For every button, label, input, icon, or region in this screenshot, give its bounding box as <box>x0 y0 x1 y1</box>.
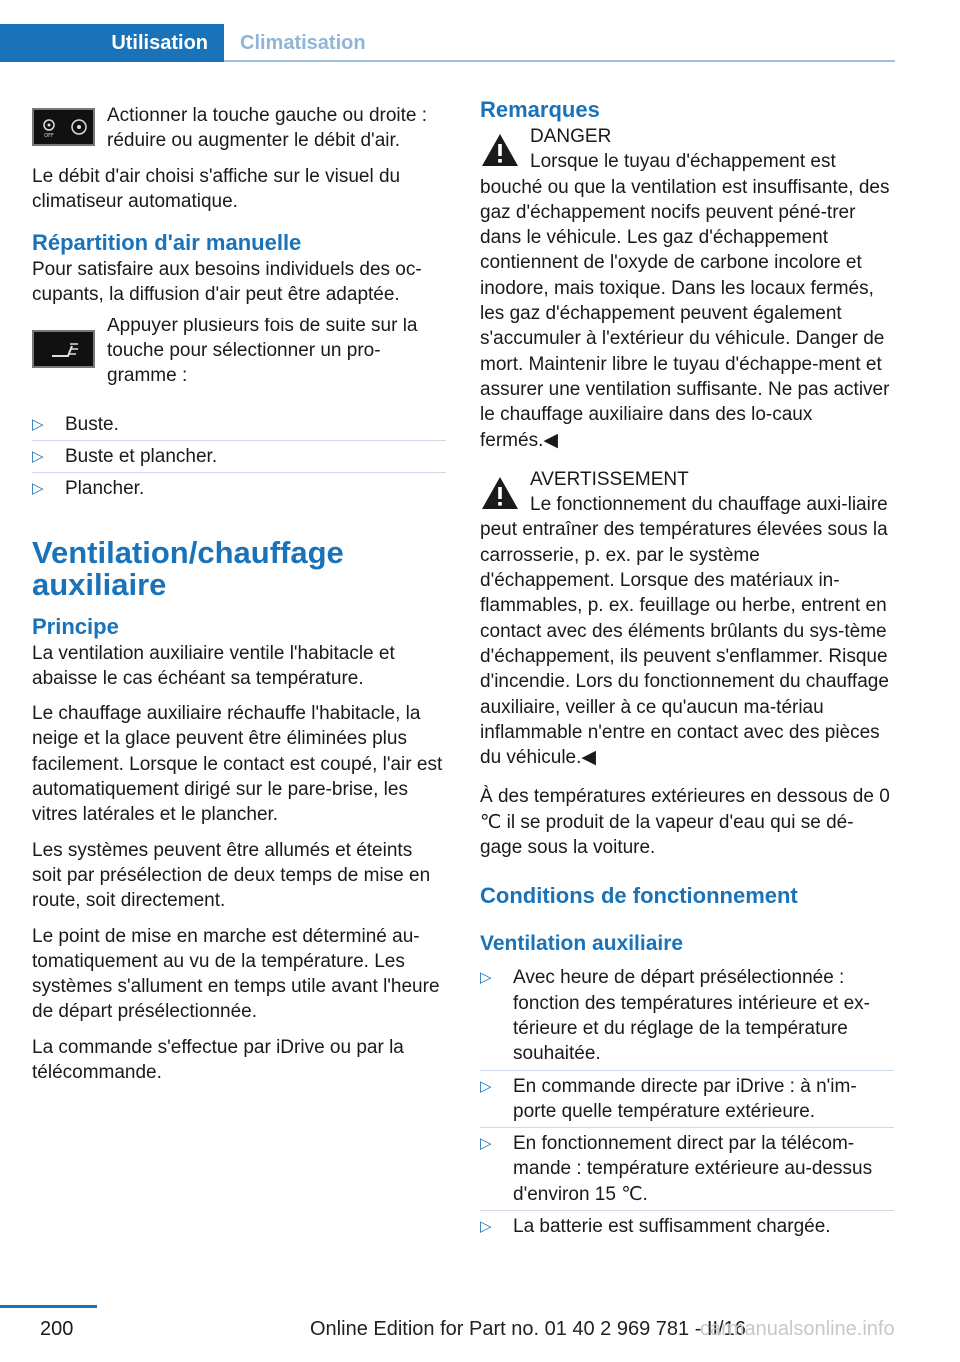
fan-key-icon <box>32 108 95 146</box>
header-rule <box>224 60 895 62</box>
conditions-list <box>480 962 894 1242</box>
principle-paragraph: La commande s'effectue par iDrive ou par la télécommande. <box>32 1036 404 1084</box>
principle-paragraph: Le point de mise en marche est déterminé au-tomatiquement au vu de la température. Les systèmes s'allument en temps utile avant l'heure de départ présélectionnée. <box>32 925 440 1023</box>
principle-paragraph: Les systèmes peuvent être allumés et éteints soit par présélection de deux temps de mise en route, soit directement. <box>32 839 431 912</box>
fan-high-icon <box>69 117 89 137</box>
svg-text:OFF: OFF <box>44 133 55 138</box>
triangle-bullet-icon: ▷ <box>32 480 44 498</box>
list-item: ▷ Buste. <box>32 409 446 441</box>
watermark: carmanualsonline.info <box>700 1318 895 1340</box>
tab-utilisation[interactable]: Utilisation <box>0 24 224 62</box>
triangle-bullet-icon: ▷ <box>32 447 44 465</box>
triangle-bullet-icon: ▷ <box>480 1077 492 1095</box>
program-list <box>32 409 446 505</box>
principle-title: Principe <box>32 613 119 639</box>
triangle-bullet-icon: ▷ <box>480 969 492 987</box>
warning-text: Le fonctionnement du chauffage auxi-liaire peut entraîner des températures élevées sous la carrosserie, p. ex. par le système d'échappement. Lorsque des matériaux in-flammables, p. ex. feuillage ou herbe, entrent en contact avec des éléments brûlants du sys-tème d'échappement, ils peuvent s'enflammer. Risque d'incendie. Lors du fonctionnement du chauffage auxiliaire, veiller à ce qu'aucun ma-tériau inflammable n'entre en contact avec des pièces du véhicule.◀ <box>480 494 889 769</box>
vapor-text: À des températures extérieures en dessous de 0 ℃ il se produit de la vapeur d'eau qui se dé-gage sous la voiture. <box>480 786 890 859</box>
list-item: ▷ En commande directe par iDrive : à n'im-porte quelle température extérieure. <box>480 1071 894 1129</box>
triangle-bullet-icon: ▷ <box>32 415 44 433</box>
tab-climatisation[interactable]: Climatisation <box>240 32 366 54</box>
danger-block <box>480 124 894 453</box>
page-number: 200 <box>40 1318 74 1340</box>
list-item: ▷ Avec heure de départ présélectionnée : fonction des températures intérieure et ex-térieure et du réglage de la température souhaitée. <box>480 962 894 1070</box>
fan-key-text: Actionner la touche gauche ou droite : réduire ou augmenter le débit d'air. <box>107 105 428 152</box>
display-text: Le débit d'air choisi s'affiche sur le visuel du climatiseur automatique. <box>32 165 401 212</box>
main-title: Ventilation/chauffage auxiliaire <box>32 534 344 602</box>
press-text: Appuyer plusieurs fois de suite sur la touche pour sélectionner un pro-gramme : <box>107 317 418 387</box>
warning-block <box>480 467 894 771</box>
danger-label: DANGER <box>530 126 612 147</box>
triangle-bullet-icon: ▷ <box>480 1135 492 1153</box>
edition-text: Online Edition for Part no. 01 40 2 969 781 - II/16 <box>310 1318 746 1340</box>
list-item: ▷ En fonctionnement direct par la télécom-mande : température extérieure au-dessus d'environ 15 ℃. <box>480 1128 894 1211</box>
list-item: ▷ Buste et plancher. <box>32 441 446 473</box>
principle-paragraph: La ventilation auxiliaire ventile l'habitacle et abaisse le cas échéant sa température. <box>32 642 395 689</box>
triangle-bullet-icon: ▷ <box>480 1217 492 1235</box>
airflow-key-block <box>32 318 446 399</box>
fan-low-icon <box>38 116 60 138</box>
section-manual-title: Répartition d'air manuelle <box>32 230 302 256</box>
danger-text: Lorsque le tuyau d'échappement est bouché ou que la ventilation est insuffisante, des gaz d'échappement nocifs peuvent péné-trer dans le véhicule. Les gaz d'échappement contiennent de l'oxyde de carbone incolore et inodore, mais toxique. Dans les locaux fermés, les gaz d'échappement peuvent également s'accumuler à l'extérieur du véhicule. Danger de mort. Maintenir libre le tuyau d'échappe-ment et assurer une ventilation suffisante. Ne pas activer le chauffage auxiliaire dans des lo-caux fermés.◀ <box>480 151 890 451</box>
warning-label: AVERTISSEMENT <box>530 468 689 490</box>
fan-key-block <box>32 96 446 164</box>
ventilation-title: Ventilation auxiliaire <box>480 932 684 956</box>
right-column <box>480 96 894 1252</box>
warning-triangle-icon <box>480 475 520 511</box>
warning-triangle-icon <box>480 132 520 168</box>
conditions-title: Conditions de fonctionnement <box>480 883 798 909</box>
seat-airflow-icon <box>44 338 84 360</box>
remarks-title: Remarques <box>480 97 600 122</box>
list-item: ▷ La batterie est suffisamment chargée. <box>480 1211 894 1242</box>
list-item: ▷ Plancher. <box>32 473 446 504</box>
left-column <box>32 96 446 1095</box>
airflow-key-icon <box>32 330 95 368</box>
header-tabs <box>0 24 895 62</box>
principle-paragraph: Le chauffage auxiliaire réchauffe l'habitacle, la neige et la glace peuvent être éliminées plus facilement. Lorsque le contact est coupé, l'air est automatiquement dirigé sur le pare-brise, les vitres latérales et le plancher. <box>32 703 443 826</box>
manual-intro: Pour satisfaire aux besoins individuels des oc-cupants, la diffusion d'air peut être adaptée. <box>32 259 422 306</box>
footer-rule <box>0 1305 97 1308</box>
